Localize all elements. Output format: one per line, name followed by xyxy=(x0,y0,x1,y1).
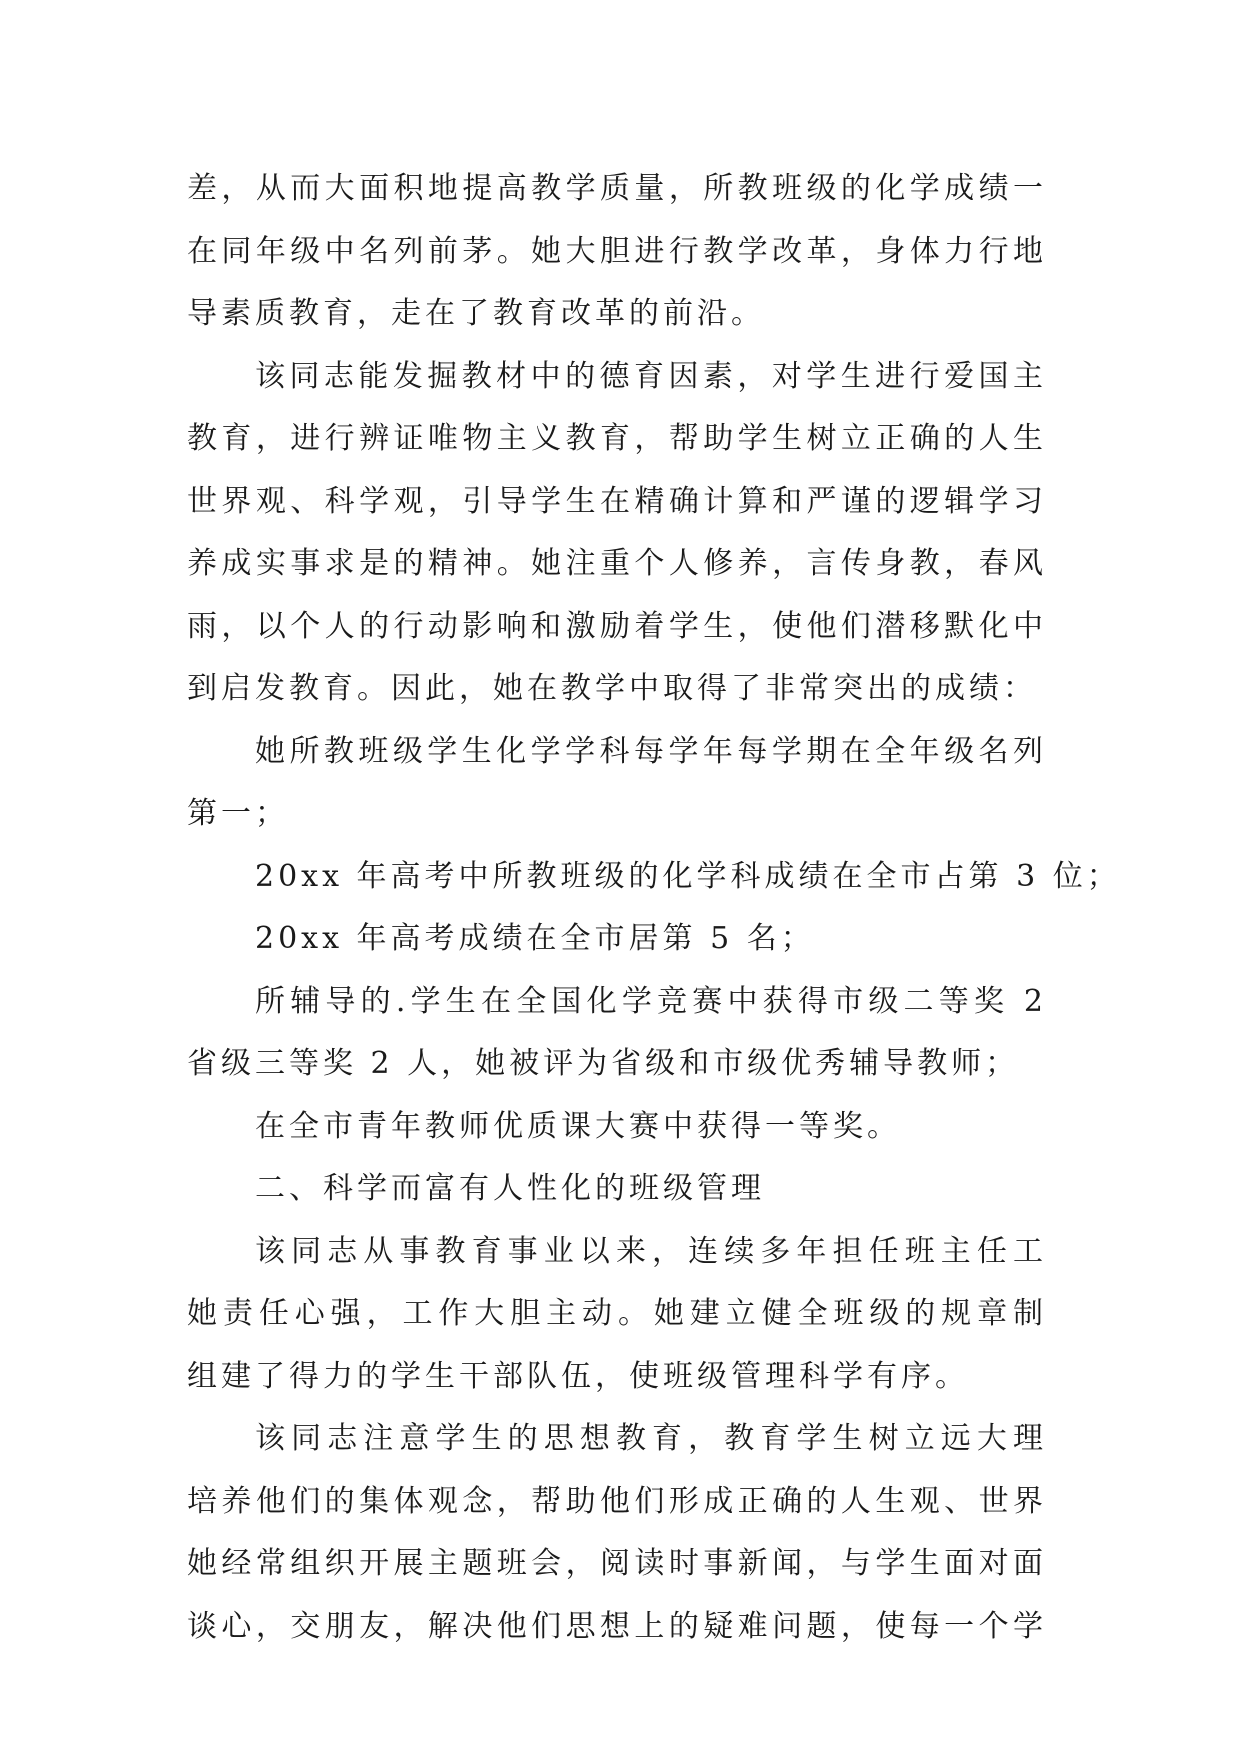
text-line: 她责任心强，工作大胆主动。她建立健全班级的规章制 xyxy=(187,1296,1047,1331)
text-line: 养成实事求是的精神。她注重个人修养，言传身教，春风 xyxy=(187,546,1047,581)
text-line: 第一； xyxy=(187,796,289,831)
text-line: 她所教班级学生化学学科每学年每学期在全年级名列 xyxy=(255,733,1047,769)
document-body xyxy=(187,158,1121,1658)
text-line: 20xx 年高考中所教班级的化学科成绩在全市占第 3 位； xyxy=(255,858,1121,894)
text-line: 雨，以个人的行动影响和激励着学生，使他们潜移默化中 xyxy=(187,608,1047,644)
text-line: 导素质教育，走在了教育改革的前沿。 xyxy=(187,296,765,331)
text-line: 二、科学而富有人性化的班级管理 xyxy=(255,1171,765,1206)
text-line: 20xx 年高考成绩在全市居第 5 名； xyxy=(255,921,815,956)
text-line: 省级三等奖 2 人，她被评为省级和市级优秀辅导教师； xyxy=(187,1046,1020,1081)
text-line: 所辅导的.学生在全国化学竞赛中获得市级二等奖 2 xyxy=(255,983,1047,1019)
text-line: 该同志能发掘教材中的德育因素，对学生进行爱国主 xyxy=(255,358,1047,394)
text-line: 到启发教育。因此，她在教学中取得了非常突出的成绩： xyxy=(187,671,1037,706)
text-line: 该同志注意学生的思想教育，教育学生树立远大理 xyxy=(255,1421,1047,1456)
text-line: 培养他们的集体观念，帮助他们形成正确的人生观、世界 xyxy=(187,1483,1047,1519)
text-line: 教育，进行辨证唯物主义教育，帮助学生树立正确的人生 xyxy=(187,421,1047,456)
text-line: 她经常组织开展主题班会，阅读时事新闻，与学生面对面 xyxy=(187,1546,1047,1581)
text-line: 在同年级中名列前茅。她大胆进行教学改革，身体力行地 xyxy=(187,233,1047,269)
text-line: 世界观、科学观，引导学生在精确计算和严谨的逻辑学习 xyxy=(187,483,1047,519)
text-line: 谈心，交朋友，解决他们思想上的疑难问题，使每一个学 xyxy=(187,1608,1047,1644)
text-line: 组建了得力的学生干部队伍，使班级管理科学有序。 xyxy=(187,1358,969,1394)
text-line: 差，从而大面积地提高教学质量，所教班级的化学成绩一 xyxy=(187,171,1047,206)
text-line: 该同志从事教育事业以来，连续多年担任班主任工 xyxy=(255,1233,1047,1269)
text-line: 在全市青年教师优质课大赛中获得一等奖。 xyxy=(255,1108,901,1144)
